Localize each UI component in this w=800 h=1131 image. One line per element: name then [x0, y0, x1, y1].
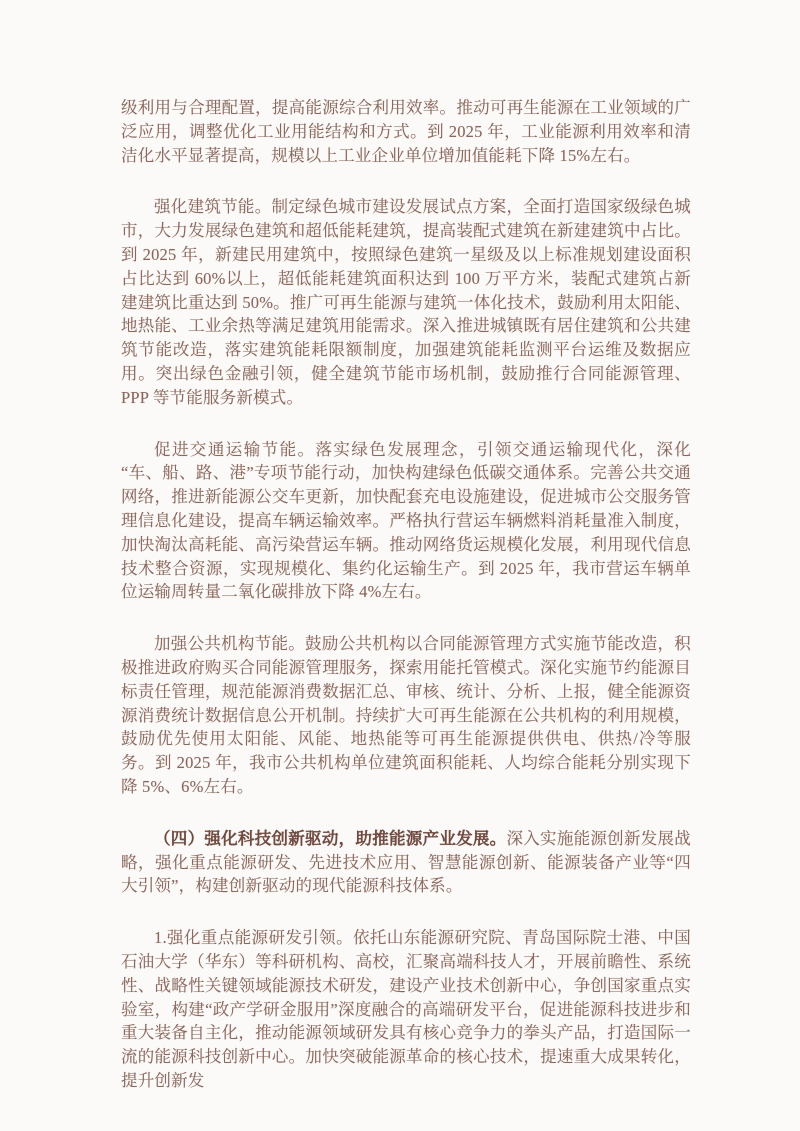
paragraph-lead: （四）强化科技创新驱动，助推能源产业发展。 — [154, 828, 507, 848]
paragraph: （四）强化科技创新驱动，助推能源产业发展。深入实施能源创新发展战略，强化重点能源研发、先进技术应用、智慧能源创新、能源装备产业等“四大引领”，构建创新驱动的现代能源科技体系。 — [121, 828, 692, 896]
paragraph: 级利用与合理配置，提高能源综合利用效率。推动可再生能源在工业领域的广泛应用，调整优化工业用能结构和方式。到 2025 年，工业能源利用效率和清洁化水平显著提高，规模以上工业企业单位增加值能耗下降 15%左右。 — [121, 98, 691, 165]
document-body — [121, 96, 691, 1093]
paragraph: 1.强化重点能源研发引领。依托山东能源研究院、青岛国际院士港、中国石油大学（华东）等科研机构、高校，汇聚高端科技人才，开展前瞻性、系统性、战略性关键领域能源技术研发，建设产业技术创新中心，争创国家重点实验室，构建“政产学研金服用”深度融合的高端研发平台，促进能源科技进步和重大装备自主化，推动能源领域研发具有核心竞争力的拳头产品，打造国际一流的能源科技创新中心。加快突破能源革命的核心技术，提速重大成果转化，提升创新发 — [121, 928, 691, 1090]
paragraph: 加强公共机构节能。鼓励公共机构以合同能源管理方式实施节能改造，积极推进政府购买合同能源管理服务，探索用能托管模式。深化实施节约能源目标责任管理，规范能源消费数据汇总、审核、统计、分析、上报，健全能源资源消费统计数据信息公开机制。持续扩大可再生能源在公共机构的利用规模，鼓励优先使用太阳能、风能、地热能等可再生能源提供供电、供热/冷等服务。到 2025 年，我市公共机构单位建筑面积能耗、人均综合能耗分别实现下降 5%、6%左右。 — [121, 634, 691, 796]
paragraph: 强化建筑节能。制定绿色城市建设发展试点方案，全面打造国家级绿色城市，大力发展绿色建筑和超低能耗建筑，提高装配式建筑在新建建筑中占比。到 2025 年，新建民用建筑中，按照绿色建筑一星级及以上标准规划建设面积占比达到 60%以上，超低能耗建筑面积达到 100 万平方米，装配式建筑占新建建筑比重达到 50%。推广可再生能源与建筑一体化技术，鼓励利用太阳能、地热能、工业余热等满足建筑用能需求。深入推进城镇既有居住建筑和公共建筑节能改造，落实建筑能耗限额制度，加强建筑能耗监测平台运维及数据应用。突出绿色金融引领，健全建筑节能市场机制，鼓励推行合同能源管理、PPP 等节能服务新模式。 — [121, 197, 691, 407]
paragraph: 促进交通运输节能。落实绿色发展理念，引领交通运输现代化，深化“车、船、路、港”专项节能行动，加快构建绿色低碳交通体系。完善公共交通网络，推进新能源公交车更新，加快配套充电设施建设，促进城市公交服务管理信息化建设，提高车辆运输效率。严格执行营运车辆燃料消耗量准入制度，加快淘汰高耗能、高污染营运车辆。推动网络货运规模化发展，利用现代信息技术整合资源，实现规模化、集约化运输生产。到 2025 年，我市营运车辆单位运输周转量二氧化碳排放下降 4%左右。 — [121, 439, 691, 602]
